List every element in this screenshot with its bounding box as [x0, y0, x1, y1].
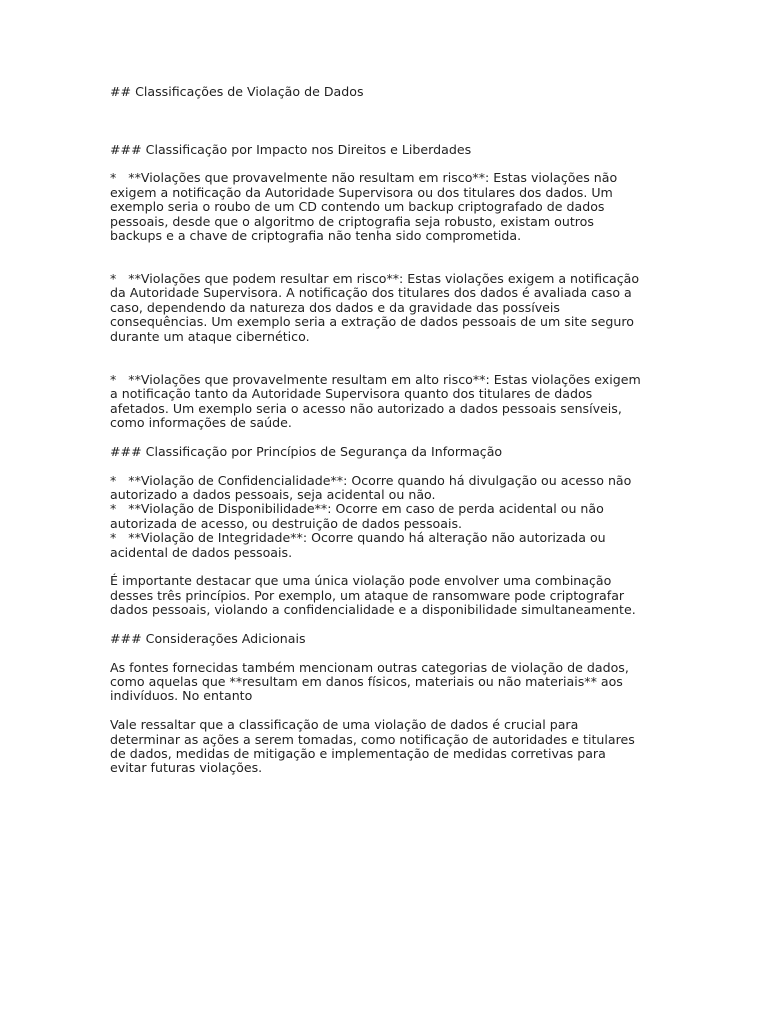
text-line: consequências. Um exemplo seria a extração de dados pessoais de um site seguro [110, 314, 634, 330]
text-line: acidental de dados pessoais. [110, 544, 293, 560]
document-title: ## Classificações de Violação de Dados [110, 84, 364, 99]
section3-paragraph-2 [110, 718, 660, 776]
section2-bullet-list [110, 474, 660, 560]
text-line: autorizado a dados pessoais, seja acidental ou não. [110, 486, 436, 502]
text-line: As fontes fornecidas também mencionam outras categorias de violação de dados, [110, 659, 629, 675]
text-line: É importante destacar que uma única violação pode envolver uma combinação [110, 573, 612, 589]
section1-bullet-2 [110, 272, 660, 344]
text-line: * **Violações que provavelmente resultam em alto risco**: Estas violações exigem [110, 371, 641, 387]
text-line: exemplo seria o roubo de um CD contendo um backup criptografado de dados [110, 199, 605, 215]
text-line: indivíduos. No entanto [110, 688, 253, 704]
section1-bullet-3 [110, 373, 660, 431]
text-line: exigem a notificação da Autoridade Supervisora ou dos titulares dos dados. Um [110, 184, 613, 200]
text-line: backups e a chave de criptografia não tenha sido comprometida. [110, 227, 522, 243]
text-line: * **Violações que provavelmente não resultam em risco**: Estas violações não [110, 170, 618, 186]
section2-paragraph [110, 574, 660, 617]
text-line: * **Violação de Confidencialidade**: Ocorre quando há divulgação ou acesso não [110, 472, 632, 488]
text-line: da Autoridade Supervisora. A notificação dos titulares dos dados é avaliada caso a [110, 285, 632, 301]
text-line: dados pessoais, violando a confidencialidade e a disponibilidade simultaneamente. [110, 602, 636, 618]
section2-heading: ### Classificação por Princípios de Segurança da Informação [110, 443, 503, 459]
text-line: como aquelas que **resultam em danos físicos, materiais ou não materiais** aos [110, 674, 623, 690]
text-line: durante um ataque cibernético. [110, 328, 310, 344]
section1-heading: ### Classificação por Impacto nos Direitos e Liberdades [110, 141, 472, 157]
section3-heading: ### Considerações Adicionais [110, 630, 306, 646]
section1-bullet-1 [110, 171, 660, 243]
text-line: de dados, medidas de mitigação e implementação de medidas corretivas para [110, 745, 606, 761]
text-line: a notificação tanto da Autoridade Supervisora quanto dos titulares de dados [110, 386, 593, 402]
text-line: determinar as ações a serem tomadas, como notificação de autoridades e titulares [110, 731, 635, 747]
section3-paragraph-1 [110, 661, 660, 704]
text-line: pessoais, desde que o algoritmo de criptografia seja robusto, existam outros [110, 213, 594, 229]
text-line: desses três princípios. Por exemplo, um ataque de ransomware pode criptografar [110, 587, 625, 603]
text-line: evitar futuras violações. [110, 760, 263, 776]
text-line: * **Violações que podem resultar em risco**: Estas violações exigem a notificação [110, 271, 640, 287]
text-line: * **Violação de Disponibilidade**: Ocorre em caso de perda acidental ou não [110, 501, 604, 517]
text-line: caso, dependendo da natureza dos dados e da gravidade das possíveis [110, 299, 560, 315]
text-line: Vale ressaltar que a classificação de uma violação de dados é crucial para [110, 717, 579, 733]
text-line: autorizada de acesso, ou destruição de dados pessoais. [110, 515, 463, 531]
document-page [110, 85, 660, 776]
text-line: * **Violação de Integridade**: Ocorre quando há alteração não autorizada ou [110, 530, 606, 546]
text-line: afetados. Um exemplo seria o acesso não autorizado a dados pessoais sensíveis, [110, 400, 622, 416]
text-line: como informações de saúde. [110, 414, 292, 430]
